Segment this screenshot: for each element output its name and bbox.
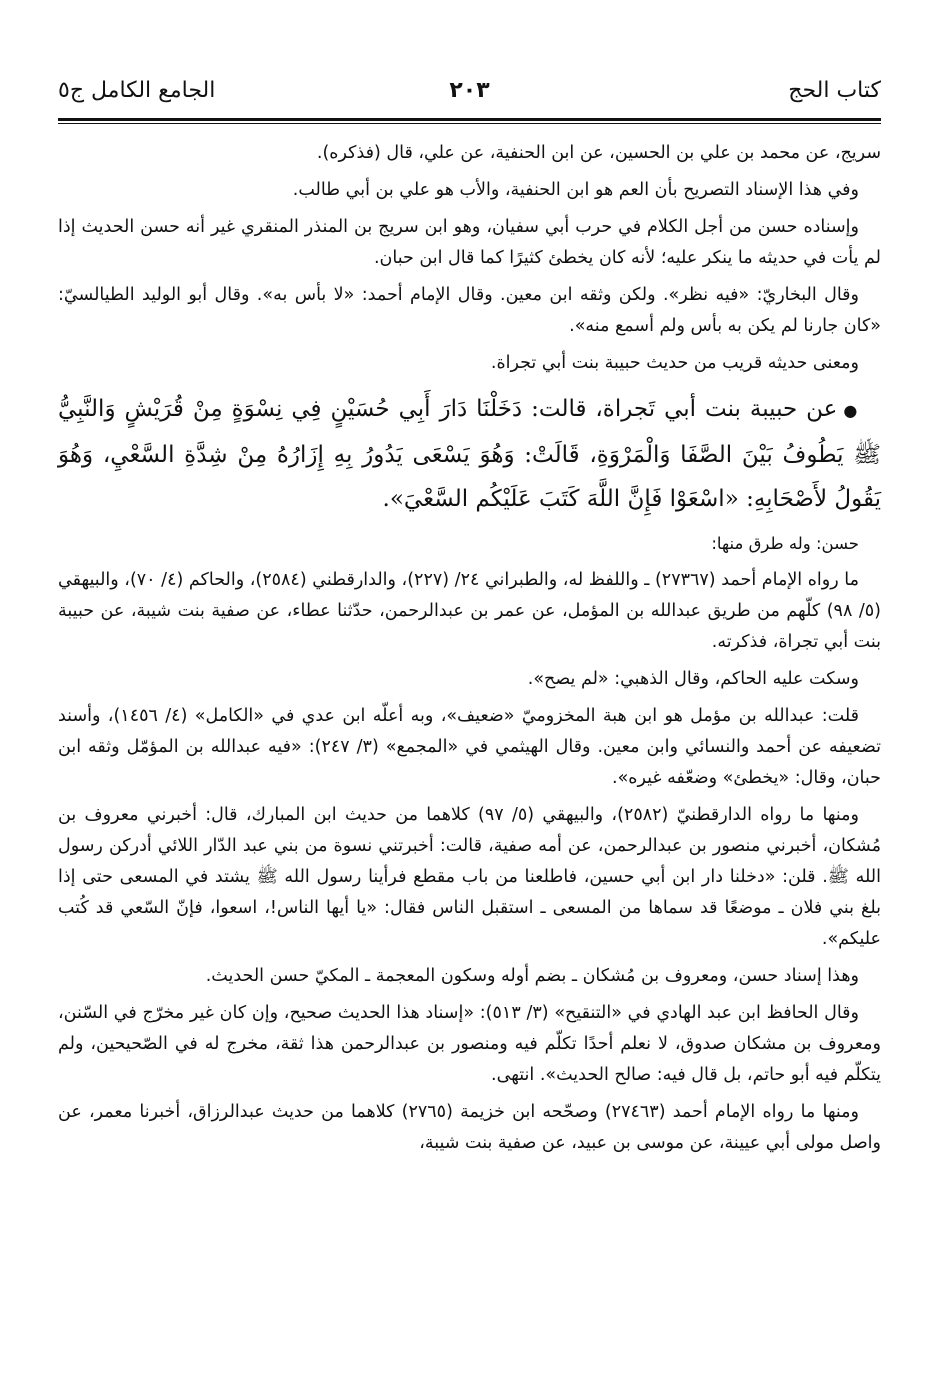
header-rule xyxy=(58,118,881,124)
grading-line: حسن: وله طرق منها: xyxy=(711,534,859,553)
paragraph: ومنها ما رواه الإمام أحمد (٢٧٤٦٣) وصحّحه ابن خزيمة (٢٧٦٥) كلاهما من حديث عبدالرزاق، أخبرنا معمر، عن واصل مولى أبي عيينة، عن موسى بن عبيد، عن صفية بنت شيبة، xyxy=(58,1102,881,1153)
paragraph: وهذا إسناد حسن، ومعروف بن مُشكان ـ بضم أوله وسكون المعجمة ـ المكيّ حسن الحديث. xyxy=(205,966,859,986)
paragraph: ومعنى حديثه قريب من حديث حبيبة بنت أبي تجراة. xyxy=(490,353,859,373)
paragraph: وقال الحافظ ابن عبد الهادي في «التنقيح» (٣/ ٥١٣): «إسناد هذا الحديث صحيح، وإن كان غير مخرّج في السّنن، ومعروف بن مشكان صدوق، لا نعلم أحدًا تكلّم فيه ومنصور بن عبدالرحمن هذا ثقة، مخرج له في الصّحيحين، ولم يتكلّم فيه أبو حاتم، بل قال فيه: صالح الحديث». انتهى. xyxy=(58,1003,881,1085)
paragraph: وسكت عليه الحاكم، وقال الذهبي: «لم يصح». xyxy=(527,669,859,689)
book-page xyxy=(58,0,881,1374)
hadith-body: عن حبيبة بنت أبي تَجراة، قالت: دَخَلْنَا دَارَ أَبِي حُسَيْنٍ فِي نِسْوَةٍ مِنْ قُرَيْشٍ وَالنَّبِيُّ ﷺ يَطُوفُ بَيْنَ الصَّفَا وَالْمَرْوَةِ، قَالَتْ: وَهُوَ يَسْعَى يَدُورُ بِهِ إِزَارُهُ مِنْ شِدَّةِ السَّعْيِ، وَهُوَ يَقُولُ لأَصْحَابِهِ: «اسْعَوْا فَإِنَّ اللَّهَ كَتَبَ عَلَيْكُم السَّعْيَ». xyxy=(58,396,881,512)
page-number: ٢٠٣ xyxy=(449,78,490,103)
paragraph: ومنها ما رواه الدارقطنيّ (٢٥٨٢)، والبيهقي (٥/ ٩٧) كلاهما من حديث ابن المبارك، قال: أخبرني معروف بن مُشكان، أخبرني منصور بن عبدالرحمن، عن أمه صفية، قالت: أخبرتني نسوة من بني عبد الدّار اللائي أدركن رسول الله ﷺ. قلن: «دخلنا دار ابن أبي حسين، فاطلعنا من باب مقطع فرأينا رسول الله ﷺ يشتد في المسعى حتى إذا بلغ بني فلان ـ موضعًا قد سماها من المسعى ـ استقبل الناس فقال: «يا أيها الناس!، اسعوا، فإنّ السّعي قد كُتب عليكم». xyxy=(58,805,881,949)
paragraph: ما رواه الإمام أحمد (٢٧٣٦٧) ـ واللفظ له، والطبراني ٢٤/ (٢٢٧)، والدارقطني (٢٥٨٤)، والحاكم (٤/ ٧٠)، والبيهقي (٥/ ٩٨) كلّهم من طريق عبدالله بن المؤمل، عن عمر بن عبدالرحمن، حدّثنا عطاء، عن صفية بنت شيبة، عن حبيبة بنت أبي تجراة، فذكرته. xyxy=(58,570,881,652)
bullet-icon: ● xyxy=(843,401,859,420)
paragraph: قلت: عبدالله بن مؤمل هو ابن هبة المخزوميّ «ضعيف»، وبه أعلّه ابن عدي في «الكامل» (٤/ ١٤٥٦)، وأسند تضعيفه عن أحمد والنسائي وابن معين. وقال الهيثمي في «المجمع» (٣/ ٢٤٧): «فيه عبدالله بن المؤمّل وثقه ابن حبان، وقال: «يخطئ» وضعّفه غيره». xyxy=(58,706,881,788)
paragraph: وإسناده حسن من أجل الكلام في حرب أبي سفيان، وهو ابن سريج بن المنذر المنقري غير أنه حسن الحديث إذا لم يأت في حديثه ما ينكر عليه؛ لأنه كان يخطئ كثيرًا كما قال ابن حبان. xyxy=(58,217,881,268)
page-body xyxy=(58,138,881,1165)
paragraph: وقال البخاريّ: «فيه نظر». ولكن وثقه ابن معين. وقال الإمام أحمد: «لا بأس به». وقال أبو الوليد الطيالسيّ: «كان جارنا لم يكن به بأس ولم أسمع منه». xyxy=(58,285,881,336)
book-title: كتاب الحج xyxy=(788,78,881,103)
collection-title: الجامع الكامل ج٥ xyxy=(58,78,216,103)
hadith-text xyxy=(58,387,881,521)
page-header xyxy=(58,78,881,118)
paragraph: وفي هذا الإسناد التصريح بأن العم هو ابن الحنفية، والأب هو علي بن أبي طالب. xyxy=(292,180,859,200)
paragraph: سريج، عن محمد بن علي بن الحسين، عن ابن الحنفية، عن علي، قال (فذكره). xyxy=(316,143,881,163)
